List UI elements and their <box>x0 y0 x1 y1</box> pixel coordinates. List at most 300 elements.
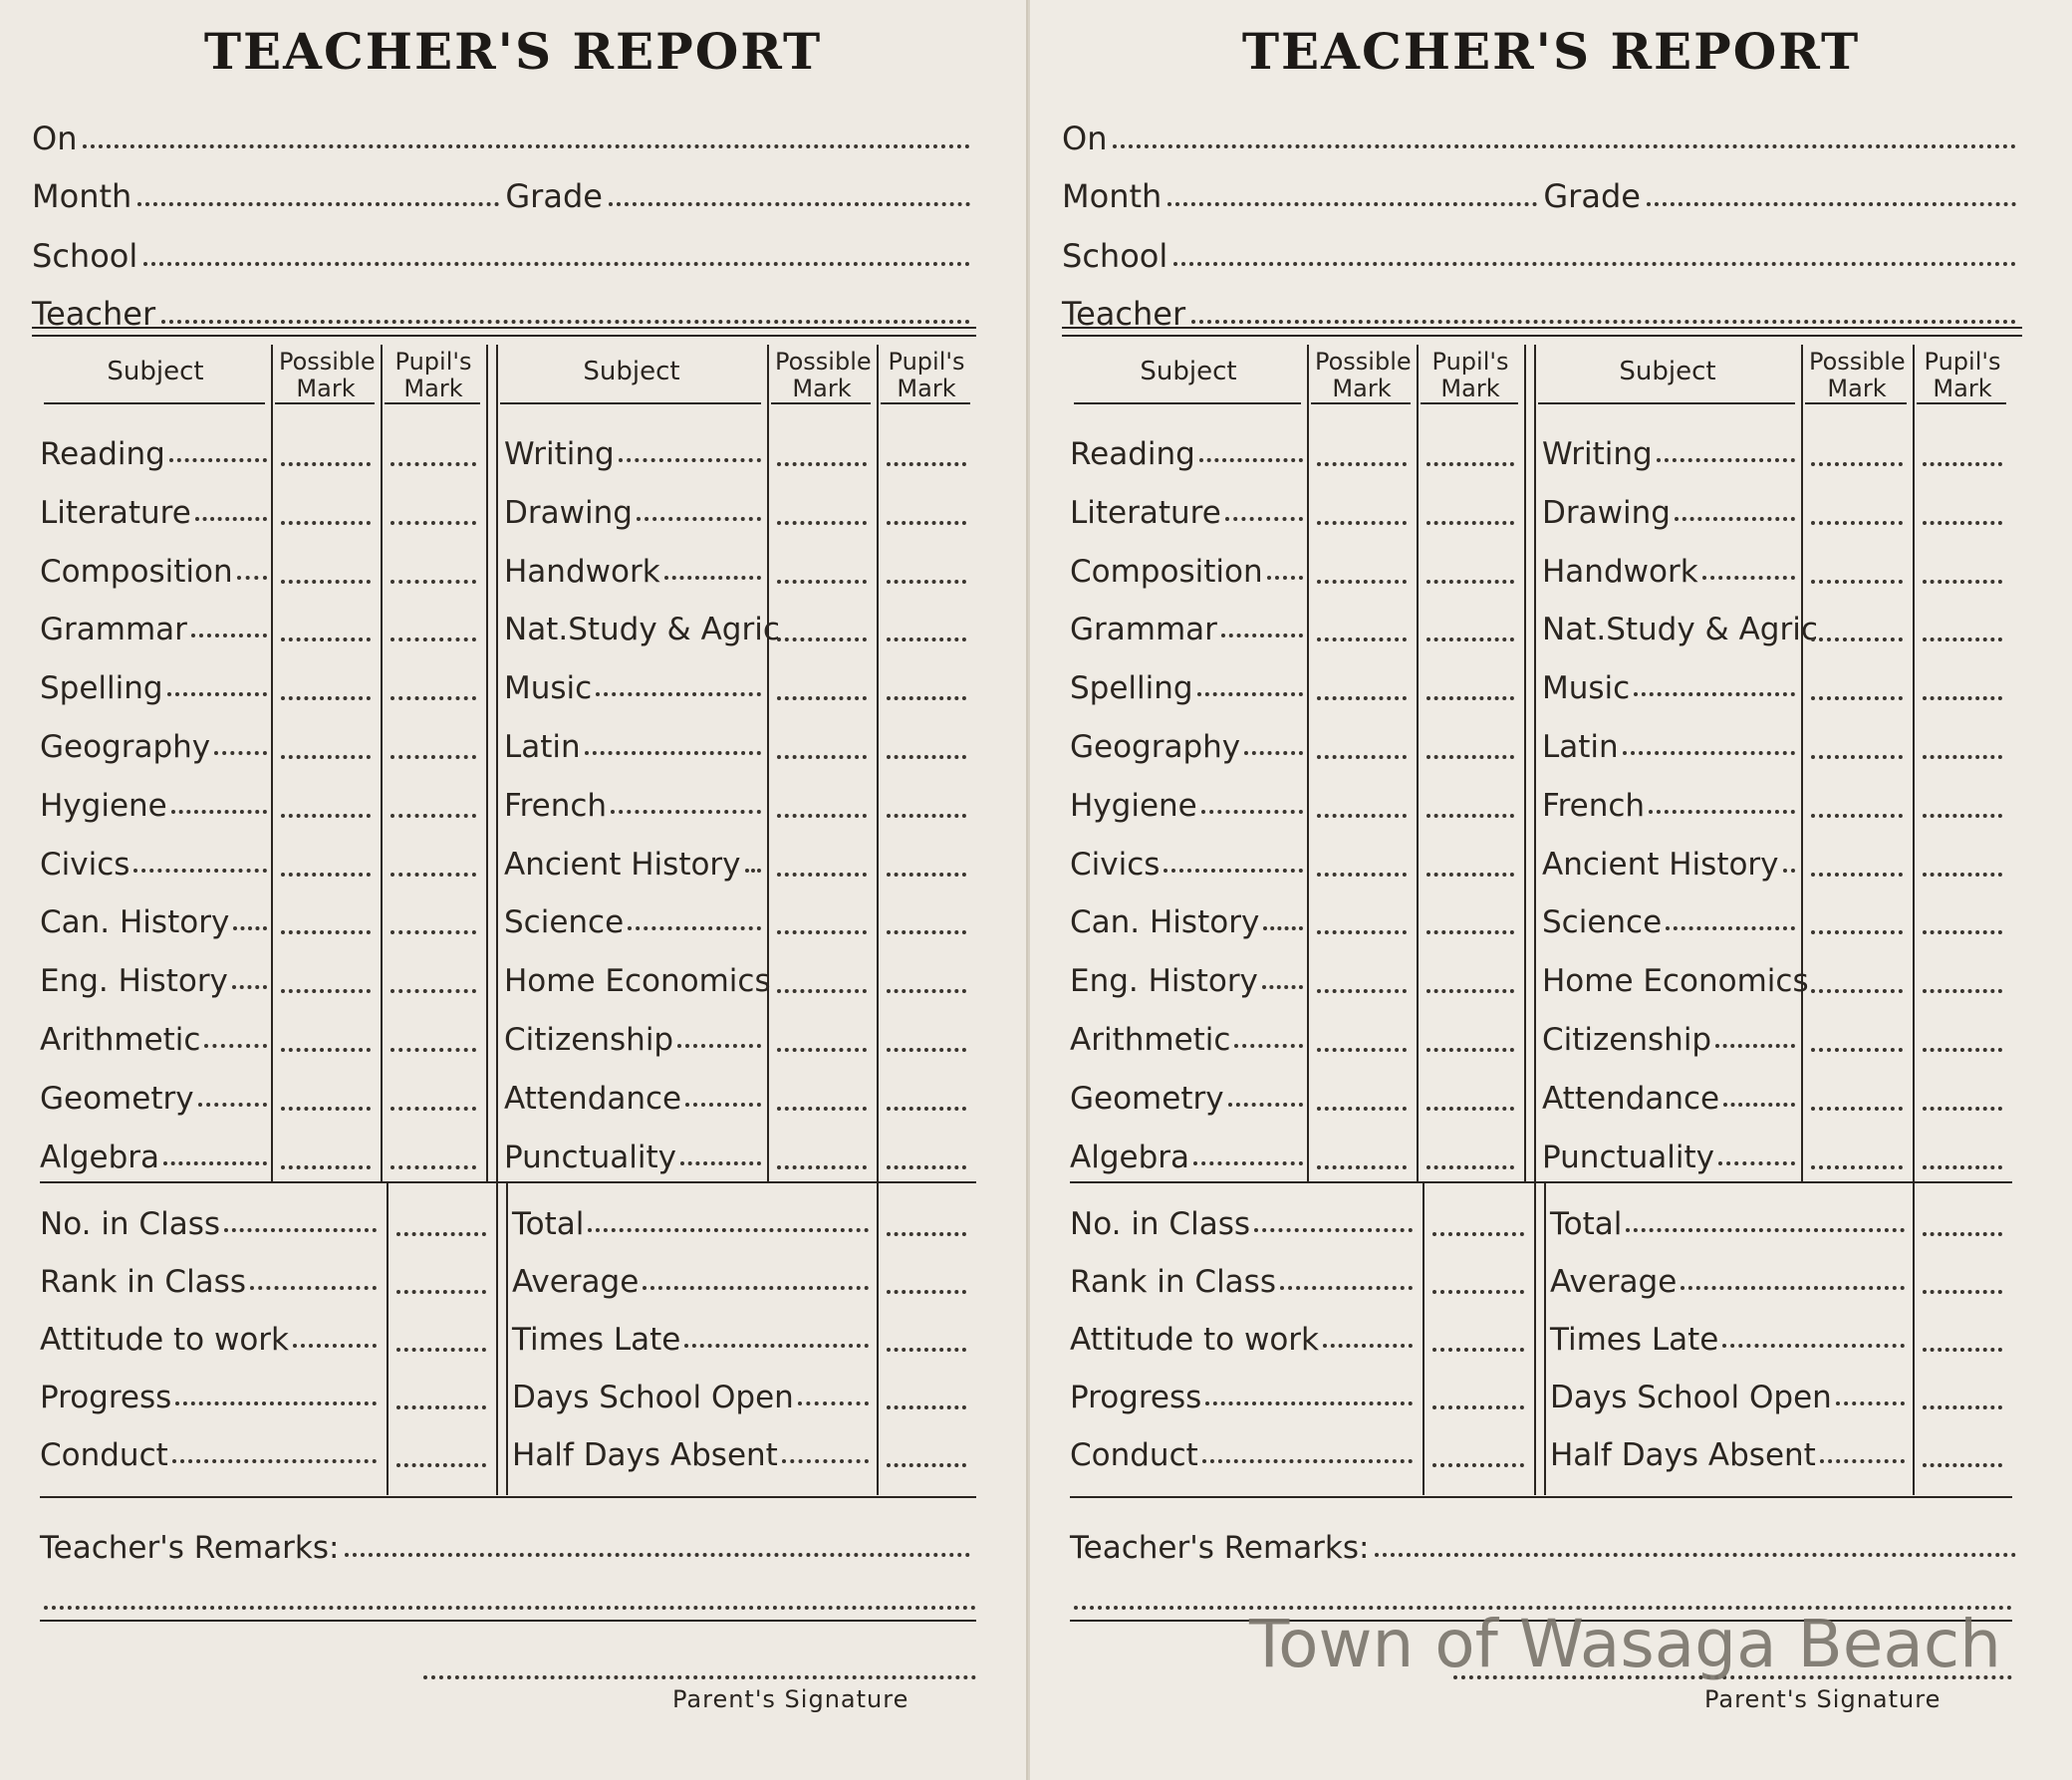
fill-line <box>224 1228 377 1232</box>
summary-label: Times Late <box>512 1322 681 1358</box>
subject-label: Ancient History <box>1542 846 1779 883</box>
fill-line <box>1228 1103 1303 1107</box>
mark-entry <box>1317 462 1407 466</box>
mark-entry <box>281 637 371 641</box>
mark-entry <box>1923 1107 2002 1111</box>
subject-row <box>40 428 271 472</box>
fill-line <box>1202 1459 1413 1463</box>
subject-row <box>504 955 771 1000</box>
mark-entry <box>1317 696 1407 700</box>
month-label: Month <box>1062 177 1163 215</box>
subject-row <box>1070 546 1307 590</box>
summary-row <box>512 1314 873 1358</box>
fill-line <box>1820 1459 1905 1463</box>
mark-entry <box>281 1048 371 1052</box>
fill-line <box>172 1459 377 1463</box>
mark-entry <box>887 1348 966 1352</box>
mark-entry <box>1923 930 2002 934</box>
mark-entry <box>1426 637 1514 641</box>
mark-entry <box>777 989 867 993</box>
subject-row <box>1070 780 1307 824</box>
mark-entry <box>390 580 476 584</box>
fill-line <box>1113 144 2016 148</box>
subject-label: Drawing <box>1542 494 1671 531</box>
mark-entry <box>390 462 476 466</box>
mark-entry <box>1923 989 2002 993</box>
mark-entry <box>1923 1348 2002 1352</box>
summary-row <box>512 1429 873 1473</box>
mark-entry <box>777 696 867 700</box>
subject-label: Geography <box>1070 729 1241 765</box>
mark-entry <box>1811 814 1903 818</box>
summary-row <box>1070 1256 1417 1300</box>
subject-row <box>504 896 765 940</box>
mark-entry <box>1317 1107 1407 1111</box>
subject-row <box>1070 1073 1307 1117</box>
header-field-row <box>32 285 976 333</box>
subject-row <box>1070 428 1307 472</box>
subject-row <box>1070 721 1307 765</box>
subject-row <box>1070 839 1307 883</box>
subject-label: Grammar <box>1070 612 1217 648</box>
subject-label: Literature <box>1070 494 1221 531</box>
mark-entry <box>390 1048 476 1052</box>
fill-line <box>798 1401 869 1405</box>
mark-entry <box>887 462 966 466</box>
subject-row <box>40 604 271 647</box>
mark-entry <box>887 755 966 759</box>
mark-entry <box>1811 580 1903 584</box>
fill-line <box>1221 634 1303 637</box>
section-rule <box>40 1181 976 1183</box>
mark-entry <box>281 873 371 877</box>
mark-entry <box>1811 521 1903 525</box>
header-underline <box>1074 402 1301 404</box>
header-underline <box>275 402 375 404</box>
mark-entry <box>1923 814 2002 818</box>
summary-row <box>1070 1314 1417 1358</box>
mark-entry <box>1811 873 1903 877</box>
subject-label: Latin <box>1542 729 1619 765</box>
fill-line <box>1626 1228 1905 1232</box>
mark-entry <box>777 814 867 818</box>
summary-row <box>1550 1429 1909 1473</box>
fill-line <box>628 926 761 930</box>
header-underline <box>1917 402 2006 404</box>
subject-row <box>504 604 780 648</box>
fill-line <box>1702 576 1795 580</box>
subject-label: Spelling <box>40 670 163 707</box>
mark-entry <box>777 1165 867 1169</box>
mark-entry <box>887 521 966 525</box>
fill-line <box>195 517 267 521</box>
column-divider <box>496 1181 498 1495</box>
fill-line <box>137 202 499 206</box>
subject-label: Geography <box>40 729 211 765</box>
column-divider <box>387 1181 388 1495</box>
mark-entry <box>396 1348 486 1352</box>
possible-mark-header: Possible Mark <box>1315 348 1412 402</box>
fill-line <box>345 1553 970 1557</box>
column-divider <box>1307 345 1309 1181</box>
subject-label: Latin <box>504 729 581 765</box>
fill-line <box>1244 751 1303 755</box>
fill-line <box>745 869 761 873</box>
subject-row <box>1542 1073 1799 1117</box>
mark-entry <box>1426 580 1514 584</box>
subject-label: Citizenship <box>504 1022 674 1058</box>
fill-line <box>83 144 970 148</box>
mark-entry <box>777 521 867 525</box>
subject-row <box>1070 1014 1307 1058</box>
fill-line <box>1634 692 1795 696</box>
fill-line <box>1836 1401 1905 1405</box>
subject-label: Nat.Study & Agric <box>504 612 780 648</box>
fill-line <box>214 751 267 755</box>
summary-label: Days School Open <box>1550 1380 1832 1415</box>
mark-entry <box>777 930 867 934</box>
signature-line <box>423 1675 976 1679</box>
mark-entry <box>281 930 371 934</box>
possible-mark-header: Possible Mark <box>775 348 872 402</box>
fill-line <box>175 1401 377 1405</box>
header-field-row <box>1062 285 2022 333</box>
mark-entry <box>1317 1048 1407 1052</box>
summary-label: Total <box>512 1206 585 1242</box>
mark-entry <box>1811 755 1903 759</box>
column-divider <box>496 345 498 1181</box>
mark-entry <box>1426 462 1514 466</box>
watermark-text: Town of Wasaga Beach <box>1249 1606 2001 1682</box>
summary-row <box>40 1429 381 1473</box>
summary-row <box>512 1256 873 1300</box>
summary-label: Progress <box>40 1380 172 1415</box>
fill-line <box>1718 1161 1795 1165</box>
mark-entry <box>281 580 371 584</box>
column-divider <box>1913 1181 1915 1495</box>
fill-line <box>1649 810 1795 814</box>
summary-row <box>512 1198 873 1242</box>
pupils-mark-header: Pupil's Mark <box>1431 348 1509 402</box>
mark-entry <box>1811 1165 1903 1169</box>
subject-row <box>504 1132 765 1175</box>
mark-entry <box>1811 930 1903 934</box>
teacher-label: Teacher <box>32 295 156 333</box>
mark-entry <box>281 755 371 759</box>
fill-line <box>1193 1161 1303 1165</box>
fill-line <box>1623 751 1795 755</box>
subject-row <box>1070 662 1307 706</box>
summary-label: Rank in Class <box>1070 1264 1276 1300</box>
mark-entry <box>1426 930 1514 934</box>
mark-entry <box>1923 1463 2002 1467</box>
fill-line <box>233 926 267 930</box>
remarks-label: Teacher's Remarks: <box>1070 1530 1370 1566</box>
mark-entry <box>1426 696 1514 700</box>
subject-label: Civics <box>40 846 130 883</box>
header-rule <box>1062 335 2022 337</box>
mark-entry <box>1923 696 2002 700</box>
possible-mark-header: Possible Mark <box>279 348 376 402</box>
subject-label: Handwork <box>504 553 660 590</box>
section-rule <box>40 1620 976 1622</box>
mark-entry <box>777 637 867 641</box>
subject-label: Reading <box>1070 436 1195 472</box>
fill-line <box>1375 1553 2016 1557</box>
mark-entry <box>1923 1290 2002 1294</box>
teacher-remarks <box>40 1522 976 1566</box>
mark-entry <box>887 989 966 993</box>
fill-line <box>1254 1228 1413 1232</box>
report-title: TEACHER'S REPORT <box>203 22 823 81</box>
header-underline <box>1311 402 1411 404</box>
mark-entry <box>1923 580 2002 584</box>
mark-entry <box>396 1463 486 1467</box>
subject-label: Can. History <box>1070 904 1260 941</box>
summary-label: Average <box>512 1264 640 1300</box>
summary-label: Conduct <box>40 1437 168 1473</box>
mark-entry <box>1811 696 1903 700</box>
mark-entry <box>1426 1048 1514 1052</box>
subject-row <box>40 780 271 824</box>
subject-label: Algebra <box>40 1139 159 1175</box>
section-rule <box>1070 1181 2012 1183</box>
mark-entry <box>1317 814 1407 818</box>
subject-label: Writing <box>504 436 615 472</box>
fill-line <box>163 1161 267 1165</box>
summary-label: Average <box>1550 1264 1678 1300</box>
fill-line <box>619 458 761 462</box>
summary-row <box>1550 1256 1909 1300</box>
on-label: On <box>1062 120 1108 157</box>
subject-label: Drawing <box>504 494 633 531</box>
fill-line <box>169 458 267 462</box>
summary-label: Progress <box>1070 1380 1202 1415</box>
mark-entry <box>396 1405 486 1409</box>
subject-header: Subject <box>1619 357 1716 386</box>
subject-row <box>40 546 271 590</box>
subject-label: Music <box>1542 670 1631 707</box>
mark-entry <box>1317 637 1407 641</box>
header-underline <box>771 402 871 404</box>
teacher-remarks <box>1070 1522 2022 1566</box>
mark-entry <box>1923 1405 2002 1409</box>
subject-row <box>1542 1014 1799 1058</box>
subject-label: Eng. History <box>1070 963 1258 1000</box>
mark-entry <box>390 755 476 759</box>
teacher-label: Teacher <box>1062 295 1186 333</box>
subject-row <box>1070 487 1307 531</box>
subject-label: Composition <box>40 553 233 590</box>
mark-entry <box>1317 580 1407 584</box>
summary-label: Half Days Absent <box>1550 1437 1816 1473</box>
mark-entry <box>887 637 966 641</box>
parent-signature-label: Parent's Signature <box>1704 1685 1942 1713</box>
mark-entry <box>390 1107 476 1111</box>
pupils-mark-header: Pupil's Mark <box>888 348 965 402</box>
subject-label: Music <box>504 670 593 707</box>
column-divider <box>1423 1181 1424 1495</box>
fill-line <box>198 1103 267 1107</box>
subject-row <box>504 1073 765 1117</box>
summary-row <box>40 1372 381 1415</box>
mark-entry <box>1426 1165 1514 1169</box>
mark-entry <box>281 1165 371 1169</box>
mark-entry <box>1317 989 1407 993</box>
subject-row <box>504 662 765 706</box>
mark-entry <box>777 873 867 877</box>
remarks-line <box>44 1606 976 1610</box>
fill-line <box>643 1286 869 1290</box>
month-label: Month <box>32 177 132 215</box>
fill-line <box>232 985 267 989</box>
mark-entry <box>887 1107 966 1111</box>
summary-row <box>1550 1372 1909 1415</box>
column-divider <box>1544 1181 1546 1495</box>
mark-entry <box>1432 1232 1524 1236</box>
summary-label: Rank in Class <box>40 1264 246 1300</box>
subject-label: Nat.Study & Agric <box>1542 612 1818 648</box>
header-rule <box>32 327 976 329</box>
grade-label: Grade <box>505 177 603 215</box>
school-label: School <box>32 237 138 275</box>
column-divider <box>271 345 273 1181</box>
summary-row <box>1550 1198 1909 1242</box>
fill-line <box>1173 262 2016 266</box>
mark-entry <box>390 521 476 525</box>
fill-line <box>250 1286 377 1290</box>
column-divider <box>1801 345 1803 1181</box>
mark-entry <box>1432 1348 1524 1352</box>
summary-label: Attitude to work <box>40 1322 289 1358</box>
fill-line <box>1234 1044 1303 1048</box>
mark-entry <box>887 1232 966 1236</box>
mark-entry <box>887 696 966 700</box>
mark-entry <box>281 696 371 700</box>
subject-label: Can. History <box>40 904 230 941</box>
subject-label: Arithmetic <box>40 1022 201 1058</box>
fill-line <box>1681 1286 1905 1290</box>
summary-row <box>512 1372 873 1415</box>
fill-line <box>585 751 761 755</box>
fill-line <box>680 1161 761 1165</box>
mark-entry <box>1317 755 1407 759</box>
fill-line <box>1723 1103 1795 1107</box>
subject-row <box>504 839 765 883</box>
subject-label: Handwork <box>1542 553 1698 590</box>
header-field-row <box>1062 227 2022 275</box>
fill-line <box>1783 869 1795 873</box>
subject-row <box>1070 896 1307 940</box>
subject-label: Science <box>1542 904 1663 941</box>
summary-label: Days School Open <box>512 1380 794 1415</box>
fill-line <box>1722 1344 1905 1348</box>
mark-entry <box>1811 1107 1903 1111</box>
fill-line <box>1675 517 1795 521</box>
mark-entry <box>281 462 371 466</box>
pupils-mark-header: Pupil's Mark <box>394 348 472 402</box>
mark-entry <box>887 814 966 818</box>
fill-line <box>133 869 267 873</box>
subject-label: Civics <box>1070 846 1161 883</box>
mark-entry <box>390 873 476 877</box>
fill-line <box>237 576 267 580</box>
mark-entry <box>887 1405 966 1409</box>
mark-entry <box>1811 989 1903 993</box>
column-divider <box>877 1181 879 1495</box>
fill-line <box>1199 458 1303 462</box>
fill-line <box>1280 1286 1413 1290</box>
subject-label: Eng. History <box>40 963 228 1000</box>
mark-entry <box>887 873 966 877</box>
subject-row <box>1542 1132 1799 1175</box>
subject-row <box>1542 896 1799 940</box>
mark-entry <box>390 814 476 818</box>
header-rule <box>1062 327 2022 329</box>
mark-entry <box>1923 462 2002 466</box>
subject-row <box>1070 1132 1307 1175</box>
mark-entry <box>1811 1048 1903 1052</box>
column-divider <box>1913 345 1915 1181</box>
subject-row <box>1542 546 1799 590</box>
subject-row <box>1542 780 1799 824</box>
subject-header: Subject <box>1140 357 1237 386</box>
fill-line <box>204 1044 267 1048</box>
mark-entry <box>1317 521 1407 525</box>
mark-entry <box>396 1232 486 1236</box>
mark-entry <box>396 1290 486 1294</box>
fill-line <box>609 202 970 206</box>
column-divider <box>767 345 769 1181</box>
mark-entry <box>1923 521 2002 525</box>
summary-label: Times Late <box>1550 1322 1719 1358</box>
mark-entry <box>887 1290 966 1294</box>
mark-entry <box>1426 521 1514 525</box>
header-underline <box>385 402 480 404</box>
mark-entry <box>1432 1290 1524 1294</box>
fill-line <box>1715 1044 1795 1048</box>
mark-entry <box>1426 755 1514 759</box>
mark-entry <box>390 989 476 993</box>
subject-row <box>1070 604 1307 647</box>
mark-entry <box>1426 989 1514 993</box>
mark-entry <box>777 1048 867 1052</box>
header-underline <box>1421 402 1518 404</box>
header-underline <box>1538 402 1795 404</box>
mark-entry <box>281 989 371 993</box>
fill-line <box>1647 202 2016 206</box>
fill-line <box>1323 1344 1413 1348</box>
fill-line <box>685 1103 761 1107</box>
fill-line <box>1201 810 1303 814</box>
summary-row <box>1070 1372 1417 1415</box>
subject-label: Reading <box>40 436 165 472</box>
report-page-right <box>1030 0 2072 1780</box>
fill-line <box>596 692 761 696</box>
summary-label: Half Days Absent <box>512 1437 778 1473</box>
subject-label: Home Economics <box>1542 963 1809 1000</box>
mark-entry <box>1432 1405 1524 1409</box>
subject-label: Ancient History <box>504 846 741 883</box>
column-divider <box>1524 345 1526 1181</box>
column-divider <box>381 345 383 1181</box>
fill-line <box>677 1044 761 1048</box>
mark-entry <box>1923 1232 2002 1236</box>
subject-row <box>40 1014 271 1058</box>
mark-entry <box>1426 873 1514 877</box>
subject-label: Attendance <box>504 1080 682 1117</box>
section-rule <box>1070 1496 2012 1498</box>
